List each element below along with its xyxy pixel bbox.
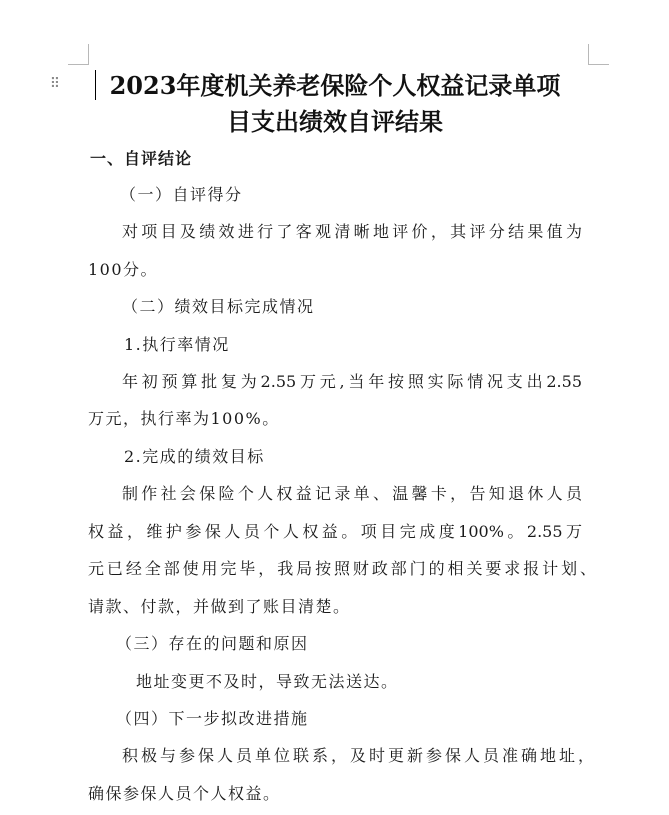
subsection-heading[interactable]: （四）下一步拟改进措施	[116, 709, 309, 728]
paragraph-line[interactable]: 积极与参保人员单位联系，及时更新参保人员准确地址，	[122, 746, 594, 765]
paragraph-line[interactable]: 元已经全部使用完毕，我局按照财政部门的相关要求报计划、	[88, 559, 596, 578]
paragraph-line[interactable]: 确保参保人员个人权益。	[88, 784, 281, 803]
paragraph-line[interactable]: 地址变更不及时，导致无法送达。	[136, 672, 399, 691]
subsection-heading[interactable]: （二）绩效目标完成情况	[122, 297, 315, 316]
paragraph-line[interactable]: 请款、付款，并做到了账目清楚。	[88, 597, 351, 616]
page-corner-mark-top-left	[68, 44, 89, 65]
subsection-heading[interactable]: （三）存在的问题和原因	[116, 634, 309, 653]
paragraph-line[interactable]: 权益，维护参保人员个人权益。项目完成度100%。2.55万	[88, 522, 582, 541]
item-heading[interactable]: 2.完成的绩效目标	[124, 447, 265, 466]
paragraph-line[interactable]: 制作社会保险个人权益记录单、温馨卡，告知退休人员	[122, 484, 582, 503]
document-title-line-2[interactable]: 目支出绩效自评结果	[227, 107, 443, 136]
paragraph-line[interactable]: 对项目及绩效进行了客观清晰地评价，其评分结果值为	[122, 222, 582, 241]
document-title-line-1[interactable]: 2023年度机关养老保险个人权益记录单项	[109, 71, 561, 100]
drag-handle-icon[interactable]: ⠿	[49, 76, 59, 92]
paragraph-line[interactable]: 100分。	[88, 260, 159, 279]
section-heading[interactable]: 一、自评结论	[90, 149, 193, 168]
paragraph-line[interactable]: 年初预算批复为2.55万元,当年按照实际情况支出2.55	[122, 372, 582, 391]
item-heading[interactable]: 1.执行率情况	[124, 335, 230, 354]
page-corner-mark-top-right	[588, 44, 609, 65]
paragraph-line[interactable]: 万元，执行率为100%。	[88, 409, 280, 428]
subsection-heading[interactable]: （一）自评得分	[120, 185, 243, 204]
